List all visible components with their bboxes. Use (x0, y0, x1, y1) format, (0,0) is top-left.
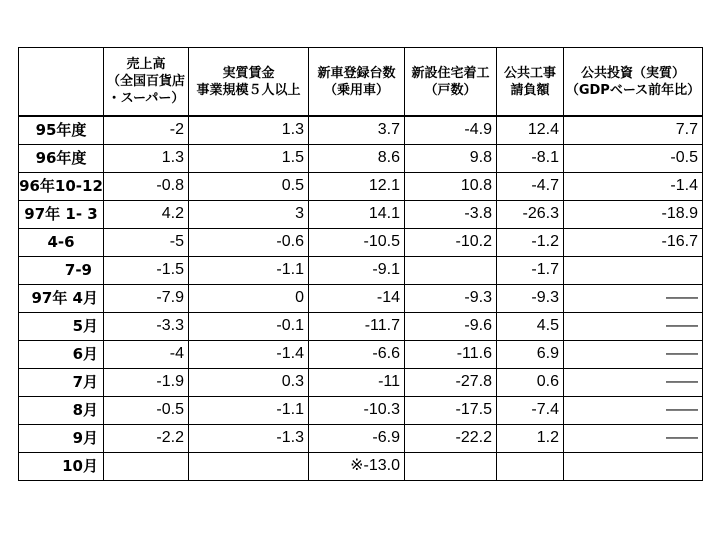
cell-real-wage: -0.1 (189, 312, 309, 340)
cell-public-works-contracts: -1.2 (497, 228, 564, 256)
table-row (19, 452, 703, 480)
cell-real-wage: -0.6 (189, 228, 309, 256)
row-label: 95年度 (19, 116, 104, 144)
cell-new-car-registrations: -11.7 (309, 312, 405, 340)
table-row (19, 172, 703, 200)
cell-public-works-contracts: -4.7 (497, 172, 564, 200)
cell-public-investment: -16.7 (564, 228, 703, 256)
cell-housing-starts: 9.8 (405, 144, 497, 172)
cell-housing-starts: -9.3 (405, 284, 497, 312)
cell-housing-starts: -11.6 (405, 340, 497, 368)
cell-housing-starts: -17.5 (405, 396, 497, 424)
cell-public-investment: -18.9 (564, 200, 703, 228)
cell-public-investment: ―― (564, 424, 703, 452)
cell-new-car-registrations: 3.7 (309, 116, 405, 144)
row-label: 97年 1- 3 (19, 200, 104, 228)
cell-housing-starts: -4.9 (405, 116, 497, 144)
cell-housing-starts: -10.2 (405, 228, 497, 256)
cell-sales: -2 (104, 116, 189, 144)
cell-real-wage: 1.5 (189, 144, 309, 172)
cell-real-wage: 3 (189, 200, 309, 228)
table-row (19, 396, 703, 424)
table-row (19, 228, 703, 256)
cell-real-wage: 0 (189, 284, 309, 312)
cell-housing-starts: -22.2 (405, 424, 497, 452)
table-row (19, 424, 703, 452)
table-row (19, 368, 703, 396)
cell-public-investment: -1.4 (564, 172, 703, 200)
cell-sales: -3.3 (104, 312, 189, 340)
header-row (19, 48, 703, 117)
header-line: 請負額 (510, 82, 550, 98)
cell-new-car-registrations: -9.1 (309, 256, 405, 284)
cell-real-wage (189, 452, 309, 480)
cell-sales: -0.8 (104, 172, 189, 200)
cell-public-works-contracts: -26.3 (497, 200, 564, 228)
cell-public-investment (564, 256, 703, 284)
cell-real-wage: -1.1 (189, 256, 309, 284)
row-label: 9月 (19, 424, 104, 452)
cell-public-works-contracts: -8.1 (497, 144, 564, 172)
cell-public-works-contracts: 0.6 (497, 368, 564, 396)
row-label: 96年10-12 (19, 172, 104, 200)
row-label: 5月 (19, 312, 104, 340)
cell-sales: -1.5 (104, 256, 189, 284)
header-line: （乗用車） (323, 82, 389, 98)
cell-sales: -1.9 (104, 368, 189, 396)
cell-public-investment: ―― (564, 284, 703, 312)
header-line: 実質賃金 (222, 65, 275, 81)
cell-new-car-registrations: -6.6 (309, 340, 405, 368)
cell-housing-starts: -27.8 (405, 368, 497, 396)
header-line: 公共工事 (503, 65, 556, 81)
cell-public-works-contracts (497, 452, 564, 480)
table-row (19, 116, 703, 144)
row-label: 7-9 (19, 256, 104, 284)
cell-public-works-contracts: 6.9 (497, 340, 564, 368)
table-row (19, 200, 703, 228)
table-body (19, 116, 703, 480)
cell-public-investment: ―― (564, 312, 703, 340)
header-line: （全国百貨店 (106, 74, 185, 89)
row-label: 97年 4月 (19, 284, 104, 312)
cell-public-investment (564, 452, 703, 480)
cell-sales: -7.9 (104, 284, 189, 312)
row-label: 96年度 (19, 144, 104, 172)
row-label: 8月 (19, 396, 104, 424)
header-line: 売上高 (126, 57, 166, 72)
cell-new-car-registrations: -10.5 (309, 228, 405, 256)
cell-public-investment: ―― (564, 396, 703, 424)
cell-public-works-contracts: 12.4 (497, 116, 564, 144)
header-line: 公共投資（実質） (580, 65, 685, 81)
cell-sales: 4.2 (104, 200, 189, 228)
cell-public-investment: ―― (564, 368, 703, 396)
header-public-investment (564, 48, 703, 117)
cell-real-wage: -1.1 (189, 396, 309, 424)
cell-housing-starts: -9.6 (405, 312, 497, 340)
table-row (19, 284, 703, 312)
data-table (18, 47, 703, 481)
cell-public-works-contracts: 4.5 (497, 312, 564, 340)
header-sales (104, 48, 189, 117)
cell-public-works-contracts: -9.3 (497, 284, 564, 312)
cell-new-car-registrations: -10.3 (309, 396, 405, 424)
header-real-wage (189, 48, 309, 117)
cell-sales: -4 (104, 340, 189, 368)
header-public-works-contracts (497, 48, 564, 117)
cell-real-wage: 0.3 (189, 368, 309, 396)
row-label: 7月 (19, 368, 104, 396)
header-line: ・スーパー） (107, 91, 185, 106)
cell-public-works-contracts: 1.2 (497, 424, 564, 452)
cell-public-investment: -0.5 (564, 144, 703, 172)
cell-real-wage: 1.3 (189, 116, 309, 144)
cell-new-car-registrations: 8.6 (309, 144, 405, 172)
cell-sales: 1.3 (104, 144, 189, 172)
table-row (19, 256, 703, 284)
cell-new-car-registrations: ※-13.0 (309, 452, 405, 480)
header-line: 新車登録台数 (317, 65, 396, 81)
cell-new-car-registrations: 12.1 (309, 172, 405, 200)
cell-new-car-registrations: -6.9 (309, 424, 405, 452)
cell-sales (104, 452, 189, 480)
cell-housing-starts (405, 452, 497, 480)
cell-real-wage: -1.3 (189, 424, 309, 452)
cell-sales: -2.2 (104, 424, 189, 452)
header-line: 新設住宅着工 (411, 65, 490, 81)
table-row (19, 312, 703, 340)
cell-housing-starts: 10.8 (405, 172, 497, 200)
table-header (19, 48, 703, 117)
cell-new-car-registrations: -11 (309, 368, 405, 396)
cell-sales: -0.5 (104, 396, 189, 424)
header-new-car-registrations (309, 48, 405, 117)
cell-housing-starts (405, 256, 497, 284)
cell-housing-starts: -3.8 (405, 200, 497, 228)
header-line: 事業規模５人以上 (196, 82, 301, 98)
cell-public-works-contracts: -1.7 (497, 256, 564, 284)
header-line: （GDPベース前年比） (565, 82, 701, 98)
header-housing-starts (405, 48, 497, 117)
cell-new-car-registrations: -14 (309, 284, 405, 312)
cell-public-works-contracts: -7.4 (497, 396, 564, 424)
table-row (19, 340, 703, 368)
header-line: （戸数） (424, 82, 477, 98)
row-label: 6月 (19, 340, 104, 368)
cell-real-wage: 0.5 (189, 172, 309, 200)
table-row (19, 144, 703, 172)
cell-sales: -5 (104, 228, 189, 256)
cell-new-car-registrations: 14.1 (309, 200, 405, 228)
header-corner (19, 48, 104, 117)
row-label: 10月 (19, 452, 104, 480)
row-label: 4-6 (19, 228, 104, 256)
cell-public-investment: 7.7 (564, 116, 703, 144)
cell-public-investment: ―― (564, 340, 703, 368)
cell-real-wage: -1.4 (189, 340, 309, 368)
